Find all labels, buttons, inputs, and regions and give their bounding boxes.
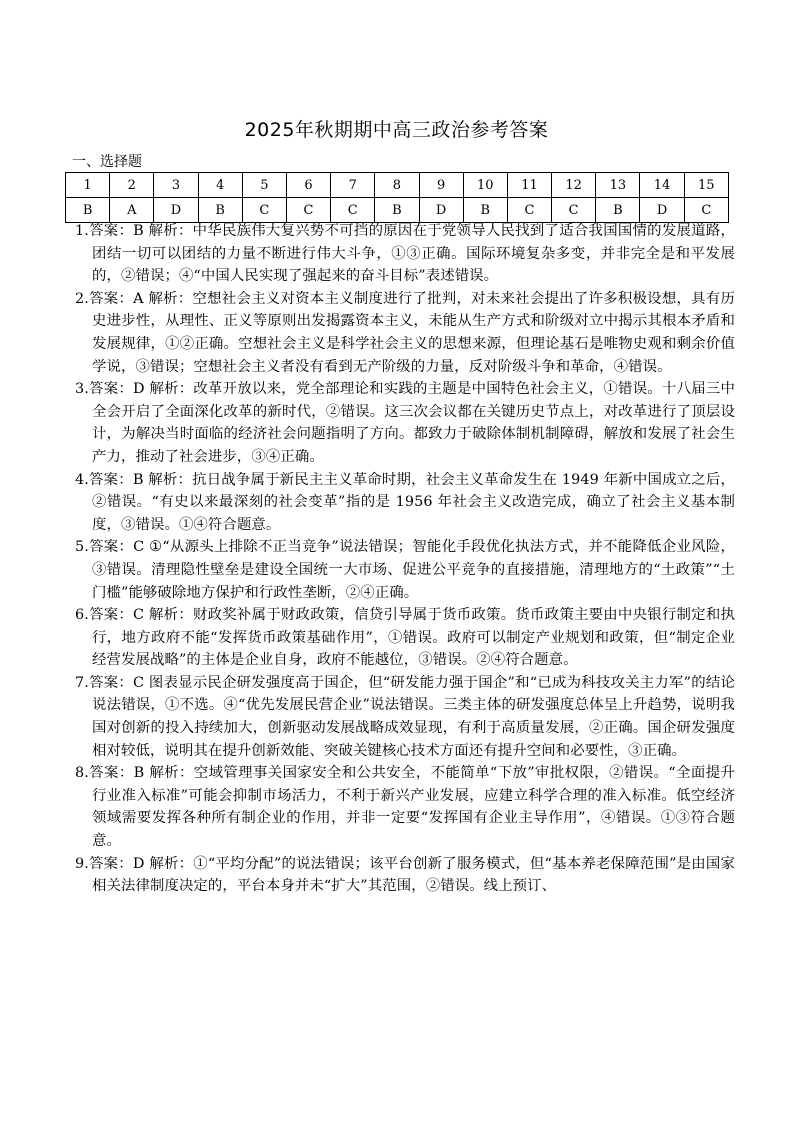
explanation-text: 答案：A 解析：空想社会主义对资本主义制度进行了批判，对未来社会提出了许多积极设想，具有历史进步性，从理性、正义等原则出发揭露资本主义，未能从生产方式和阶级对立中揭示其根本矛盾和发展规律，①②正确。空想社会主义是科学社会主义的思想来源，但理论基石是唯物史观和剩余价值学说，③错误；空想社会主义者没有看到无产阶级的力量，反对阶级斗争和革命，④错误。 [88, 290, 735, 375]
explanation-text: 答案：C 图表显示民企研发强度高于国企，但“研发能力强于国企”和“已成为科技攻关主力军”的结论说法错误，①不选。④“优先发展民营企业”说法错误。三类主体的研发强度总体呈上升趋势，说明我国对创新的投入持续加大，创新驱动发展战略成效显现，有利于高质量发展，②正确。国企研发强度相对较低，说明其在提升创新效能、突破关键核心技术方面还有提升空间和必要性，③正确。 [88, 674, 735, 759]
answer-letter-cell: B [596, 198, 640, 223]
explanation-number: 7. [75, 674, 89, 691]
explanation-text: 答案：B 解析：空域管理事关国家安全和公共安全，不能简单“下放”审批权限，②错误。“全面提升行业准入标准”可能会抑制市场活力，不利于新兴产业发展，应建立科学合理的准入标准。低空经济领域需要发挥各种所有制企业的作用，并非一定要“发挥国有企业主导作用”，④错误。①③符合题意。 [88, 765, 735, 850]
question-number-cell: 7 [331, 173, 375, 198]
answer-letter-row [66, 198, 729, 223]
explanation-number: 8. [75, 765, 89, 782]
question-number-cell: 14 [640, 173, 684, 198]
page-title: 2025年秋期期中高三政治参考答案 [244, 119, 549, 141]
explanation-list [75, 220, 735, 898]
explanation-number: 4. [75, 471, 89, 488]
question-number-cell: 1 [66, 173, 110, 198]
explanation-item [75, 853, 735, 898]
answer-table [65, 172, 729, 223]
section-heading: 一、选择题 [72, 154, 142, 170]
question-number-cell: 4 [198, 173, 242, 198]
explanation-text: 答案：D 解析：①“平均分配”的说法错误；该平台创新了服务模式，但“基本养老保障范围”是由国家相关法律制度决定的，平台本身并未“扩大”其范围，②错误。线上预订、 [88, 855, 735, 895]
question-number-cell: 13 [596, 173, 640, 198]
explanation-text: 答案：B 解析：抗日战争属于新民主主义革命时期，社会主义革命发生在 1949 年新中国成立之后，②错误。“有史以来最深刻的社会变革”指的是 1956 年社会主义改造完成，确立了社会主义基本制度，③错误。①④符合题意。 [88, 471, 735, 533]
answer-letter-cell: B [463, 198, 507, 223]
question-number-cell: 11 [507, 173, 551, 198]
question-number-cell: 9 [419, 173, 463, 198]
explanation-number: 2. [75, 290, 89, 307]
answer-letter-cell: C [331, 198, 375, 223]
answer-letter-cell: C [286, 198, 330, 223]
explanation-item [75, 762, 735, 852]
answer-letter-cell: D [154, 198, 198, 223]
explanation-item [75, 378, 735, 468]
explanation-number: 3. [75, 381, 89, 398]
explanation-text: 答案：C 解析：财政奖补属于财政政策，信贷引导属于货币政策。货币政策主要由中央银行制定和执行，地方政府不能“发挥货币政策基础作用”，①错误。政府可以制定产业规划和政策，但“制定企业经营发展战略”的主体是企业自身，政府不能越位，③错误。②④符合题意。 [88, 607, 735, 669]
explanation-text: 答案：D 解析：改革开放以来，党全部理论和实践的主题是中国特色社会主义，①错误。十八届三中全会开启了全面深化改革的新时代，②错误。这三次会议都在关键历史节点上，对改革进行了顶层设计，为解决当时面临的经济社会问题指明了方向。都致力于破除体制机制障碍，解放和发展了社会生产力，推动了社会进步，③④正确。 [88, 381, 735, 465]
explanation-text: 答案：B 解析：中华民族伟大复兴势不可挡的原因在于党领导人民找到了适合我国国情的发展道路，团结一切可以团结的力量不断进行伟大斗争，①③正确。国际环境复杂多变，并非完全是和平发展的，②错误；④“中国人民实现了强起来的奋斗目标”表述错误。 [88, 223, 735, 285]
answer-letter-cell: C [507, 198, 551, 223]
question-number-row [66, 173, 729, 198]
question-number-cell: 3 [154, 173, 198, 198]
question-number-cell: 8 [375, 173, 419, 198]
answer-letter-cell: C [684, 198, 728, 223]
answer-letter-cell: B [375, 198, 419, 223]
explanation-item [75, 536, 735, 604]
answer-letter-cell: D [640, 198, 684, 223]
answer-letter-cell: B [198, 198, 242, 223]
answer-letter-cell: B [66, 198, 110, 223]
question-number-cell: 5 [242, 173, 286, 198]
explanation-number: 5. [75, 539, 89, 556]
explanation-number: 1. [75, 223, 89, 239]
explanation-number: 6. [75, 607, 89, 624]
question-number-cell: 12 [552, 173, 596, 198]
question-number-cell: 6 [286, 173, 330, 198]
explanation-number: 9. [75, 855, 89, 872]
explanation-item [75, 672, 735, 762]
question-number-cell: 10 [463, 173, 507, 198]
explanation-item [75, 469, 735, 537]
explanation-item [75, 220, 735, 288]
answer-letter-cell: A [110, 198, 154, 223]
explanation-item [75, 604, 735, 672]
answer-letter-cell: D [419, 198, 463, 223]
explanation-text: 答案：C ①“从源头上排除不正当竞争”说法错误；智能化手段优化执法方式，并不能降低企业风险，③错误。清理隐性壁垒是建设全国统一大市场、促进公平竞争的直接措施，清理地方的“土政策”“土门槛”能够破除地方保护和行政性垄断，②④正确。 [88, 539, 735, 601]
question-number-cell: 15 [684, 173, 728, 198]
answer-letter-cell: C [552, 198, 596, 223]
answer-letter-cell: C [242, 198, 286, 223]
question-number-cell: 2 [110, 173, 154, 198]
explanation-item [75, 288, 735, 378]
